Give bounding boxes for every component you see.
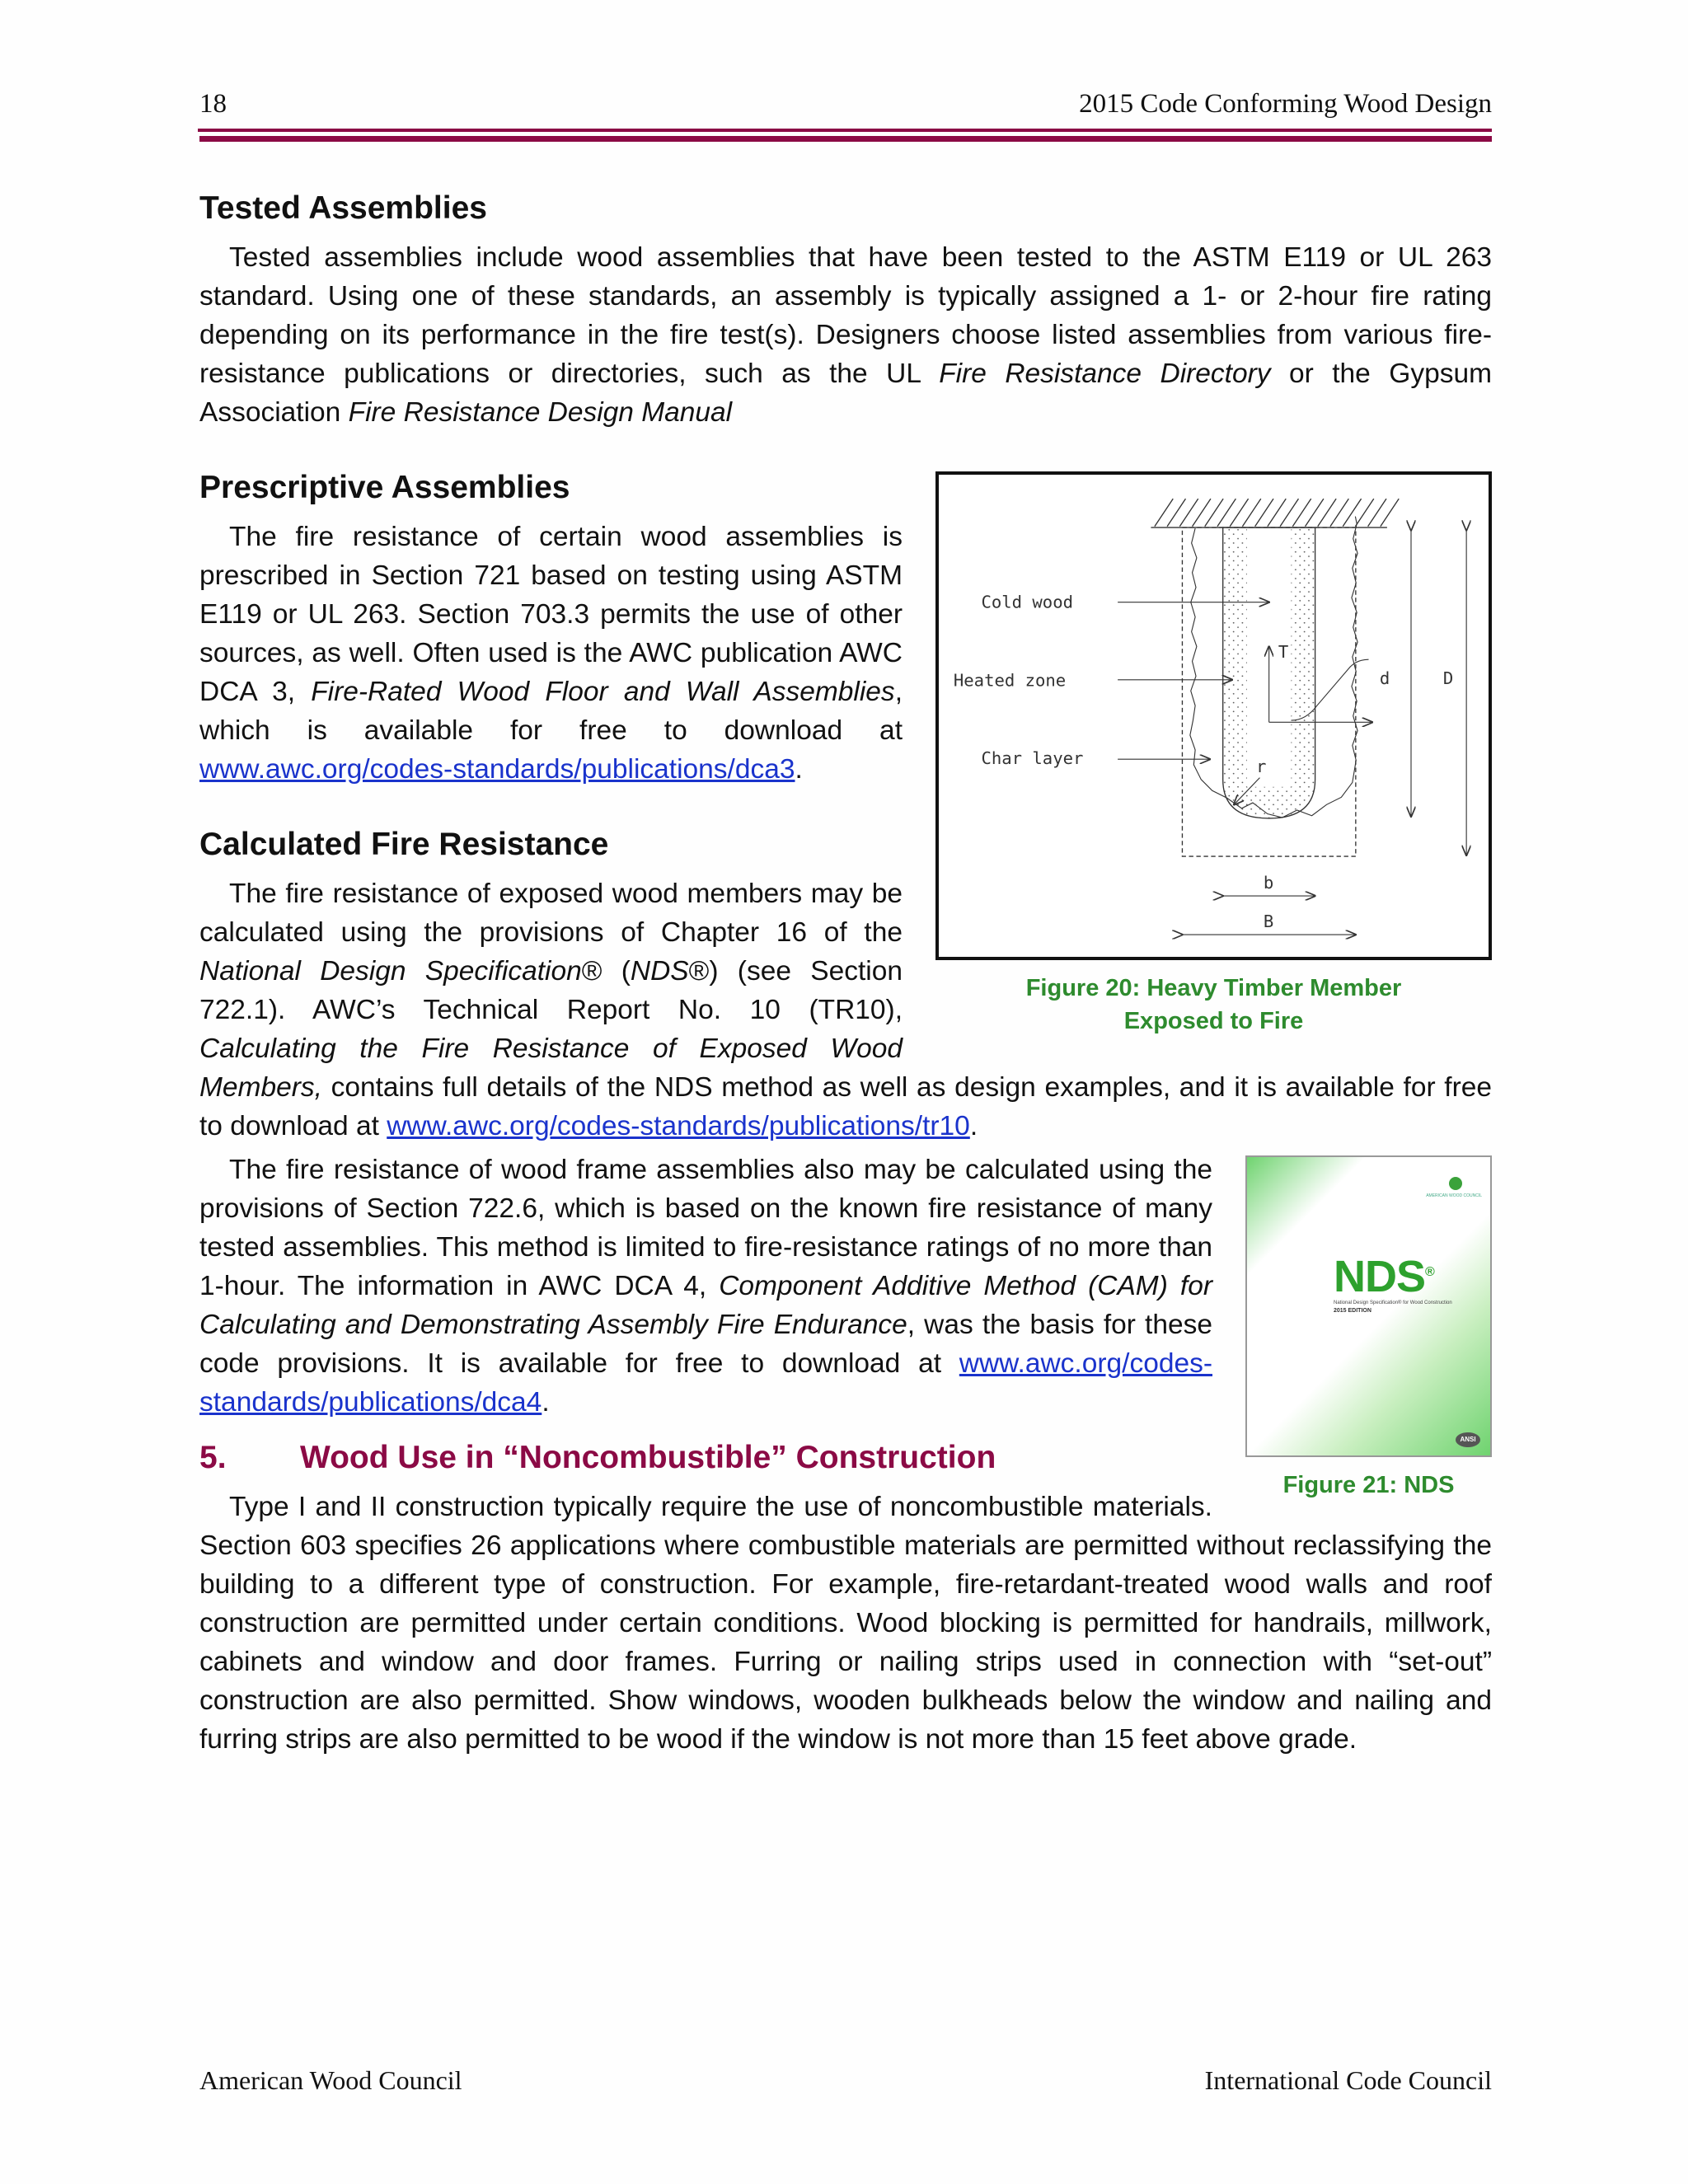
noncombustible-paragraphs	[199, 1488, 1492, 1759]
support-hatch	[1151, 499, 1399, 527]
italic-title: NDS	[630, 956, 689, 987]
cover-subtitle: National Design Specification® for Wood Construction	[1334, 1301, 1452, 1305]
italic-title: National Design Specification	[199, 956, 582, 987]
text-run: Type I and II construction typically require the use of noncombustible materials. Section 603 specifies 26 applications where combustible materials are permitted without reclassifying the building to a different type of construction. For example, fire-retardant-treated wood walls and roof construction are permitted under certain conditions. Wood blocking is permitted for handrails, millwork, cabinets and window and door frames. Furring or nailing strips used in connection with “set-out” construction are also permitted. Show windows, wooden bulkheads below the window and nailing and furring strips are also permitted to be wood if the window is not more than 15 feet above grade.	[199, 1492, 1492, 1755]
page-number: 18	[199, 89, 227, 119]
label-B: B	[1263, 912, 1274, 932]
text-run: The fire resistance of exposed wood members may be calculated using the provisions of Chapter 16 of the	[199, 879, 903, 948]
label-cold-wood: Cold wood	[981, 592, 1073, 612]
download-link[interactable]: www.awc.org/codes-standards/publications/dca4	[199, 1348, 1212, 1418]
italic-title: Fire Resistance Design Manual	[348, 397, 733, 428]
text-run: .	[795, 754, 803, 785]
label-char-layer: Char layer	[981, 748, 1084, 769]
heading-prescriptive-assemblies: Prescriptive Assemblies	[199, 470, 570, 505]
text-run: .	[969, 1111, 978, 1141]
label-d: d	[1379, 668, 1390, 689]
footer-left: American Wood Council	[199, 2065, 462, 2095]
body-text	[199, 185, 1492, 1764]
running-title: 2015 Code Conforming Wood Design	[1079, 89, 1492, 119]
header-rule-thin	[198, 129, 1492, 132]
ansi-badge-icon: ANSI	[1456, 1432, 1480, 1447]
figure-20	[935, 471, 1492, 1038]
text-run: The fire resistance of wood frame assemblies also may be calculated using the provisions of Section 722.6, which is based on the known fire resistance of many tested assemblies. This method is limited to fire-resistance ratings of no more than 1-hour. The information in AWC DCA 4,	[199, 1155, 1212, 1301]
cover-edition: 2015 EDITION	[1334, 1308, 1372, 1314]
heading-calculated-fire-resistance: Calculated Fire Resistance	[199, 827, 609, 862]
label-T: T	[1278, 641, 1289, 662]
italic-title: Component Additive Method (CAM) for Calculating and Demonstrating Assembly Fire Endurance	[199, 1271, 1212, 1340]
footer-right: International Code Council	[1204, 2065, 1492, 2095]
text-run: , was the basis for these code provisions. It is available for free to download at	[199, 1310, 1212, 1379]
text-run: The fire resistance of certain wood assemblies is prescribed in Section 721 based on testing using ASTM E119 or UL 263. Section 703.3 permits the use of other sources, as well. Often used is the AWC publication AWC DCA 3,	[199, 522, 903, 707]
label-b: b	[1263, 873, 1274, 893]
text-run: ®) (see Section 722.1). AWC’s Technical Report No. 10 (TR10),	[199, 956, 903, 1025]
figure-heavy-timber-diagram	[935, 471, 1492, 960]
caption-line: Figure 20: Heavy Timber Member	[1025, 975, 1402, 1001]
section-number: 5.	[199, 1440, 227, 1475]
tested-paragraphs	[199, 238, 1492, 432]
cover-title-text: NDS	[1334, 1252, 1426, 1301]
paragraph	[199, 238, 1492, 432]
paragraph	[199, 1488, 1492, 1759]
text-run: ® (	[581, 956, 631, 987]
section-title: Wood Use in “Noncombustible” Construction	[300, 1440, 996, 1475]
figure-21-caption: Figure 21: NDS	[1282, 1472, 1455, 1498]
italic-title: Calculating the Fire Resistance of Exposed Wood Members,	[199, 1033, 903, 1103]
header-rule-thick	[199, 136, 1492, 142]
cover-title: NDS®	[1334, 1252, 1434, 1301]
nds-cover-image	[1245, 1155, 1492, 1457]
download-link[interactable]: www.awc.org/codes-standards/publications/tr10	[387, 1111, 970, 1141]
text-run: contains full details of the NDS method as well as design examples, and it is available for free to download at	[199, 1072, 1492, 1141]
figure-21	[1245, 1155, 1492, 1502]
cover-publisher: AMERICAN WOOD COUNCIL	[1426, 1193, 1482, 1198]
heading-tested-assemblies: Tested Assemblies	[199, 190, 487, 226]
italic-title: Fire-Rated Wood Floor and Wall Assemblies	[311, 677, 895, 707]
text-run: or the Gypsum Association	[199, 359, 1492, 428]
caption-line: Exposed to Fire	[1123, 1008, 1304, 1034]
figure-20-caption	[935, 972, 1492, 1038]
text-run: .	[542, 1387, 550, 1418]
text-run: , which is available for free to download at	[199, 677, 903, 746]
label-D: D	[1442, 668, 1454, 689]
label-heated-zone: Heated zone	[953, 670, 1067, 691]
download-link[interactable]: www.awc.org/codes-standards/publications/dca3	[199, 754, 795, 785]
awc-logo-icon	[1449, 1177, 1462, 1190]
text-run: Tested assemblies include wood assemblies that have been tested to the ASTM E119 or UL 263 standard. Using one of these standards, an assembly is typically assigned a 1- or 2-hour fire rating depending on its performance in the fire test(s). Designers choose listed assemblies from various fire-resistance publications or directories, such as the UL	[199, 242, 1492, 389]
italic-title: Fire Resistance Directory	[939, 359, 1271, 389]
label-r: r	[1255, 756, 1267, 776]
